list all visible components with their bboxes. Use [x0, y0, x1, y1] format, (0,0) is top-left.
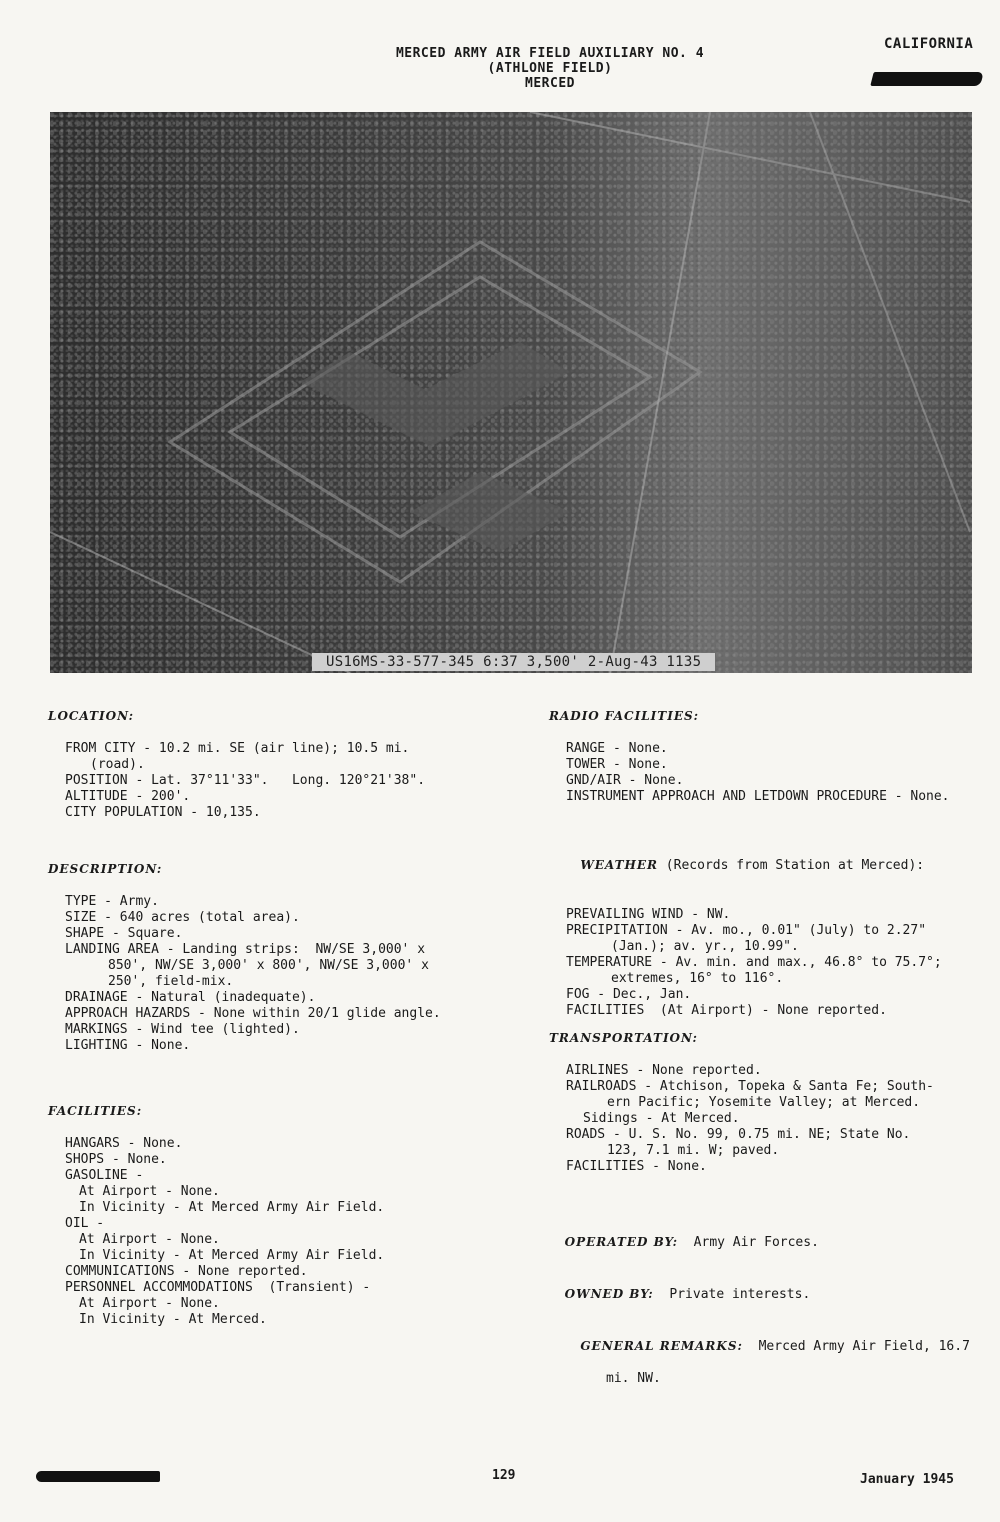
description-line: LIGHTING - None.	[65, 1038, 191, 1053]
state-label: CALIFORNIA	[884, 36, 974, 52]
location-line: CITY POPULATION - 10,135.	[65, 805, 261, 820]
location-line: (road).	[90, 757, 145, 772]
radio-line: GND/AIR - None.	[566, 773, 684, 788]
document-date: January 1945	[860, 1472, 954, 1487]
facilities-line: At Airport - None.	[79, 1296, 220, 1311]
transportation-line: FACILITIES - None.	[566, 1159, 707, 1174]
transportation-line: ROADS - U. S. No. 99, 0.75 mi. NE; State No.	[566, 1127, 911, 1142]
location-line: POSITION - Lat. 37°11'33". Long. 120°21'38".	[65, 773, 426, 788]
general-remarks-line: Merced Army Air Field, 16.7	[758, 1339, 970, 1354]
description-line: 850', NW/SE 3,000' x 800', NW/SE 3,000' x	[108, 958, 429, 973]
location-section	[48, 708, 425, 821]
operated-by	[549, 1218, 819, 1251]
general-remarks-heading: GENERAL REMARKS:	[580, 1339, 743, 1353]
facilities-line: In Vicinity - At Merced.	[79, 1312, 267, 1327]
owned-by-value: Private interests.	[669, 1287, 811, 1302]
location-line: ALTITUDE - 200'.	[65, 789, 191, 804]
weather-line: (Jan.); av. yr., 10.99".	[611, 939, 799, 954]
weather-line: PREVAILING WIND - NW.	[566, 907, 731, 922]
operated-by-value: Army Air Forces.	[693, 1235, 819, 1250]
page-number: 129	[492, 1468, 516, 1483]
description-line: SIZE - 640 acres (total area).	[65, 910, 300, 925]
transportation-line: 123, 7.1 mi. W; paved.	[607, 1143, 780, 1158]
facilities-line: PERSONNEL ACCOMMODATIONS (Transient) -	[65, 1280, 371, 1295]
description-section	[48, 861, 441, 1054]
facilities-line: At Airport - None.	[79, 1184, 220, 1199]
weather-subheading: (Records from Station at Merced):	[657, 858, 925, 873]
operated-by-heading: OPERATED BY:	[564, 1235, 679, 1249]
facilities-line: HANGARS - None.	[65, 1136, 183, 1151]
owned-by	[549, 1270, 810, 1303]
description-line: APPROACH HAZARDS - None within 20/1 glide angle.	[65, 1006, 441, 1021]
facilities-line: In Vicinity - At Merced Army Air Field.	[79, 1200, 385, 1215]
transportation-line: RAILROADS - Atchison, Topeka & Santa Fe; South-	[566, 1079, 934, 1094]
photo-caption: US16MS-33-577-345 6:37 3,500' 2-Aug-43 1135	[312, 653, 715, 671]
weather-line: FOG - Dec., Jan.	[566, 987, 692, 1002]
radio-line: RANGE - None.	[566, 741, 668, 756]
general-remarks-line: mi. NW.	[606, 1371, 661, 1386]
location-heading: LOCATION:	[48, 709, 135, 723]
description-line: DRAINAGE - Natural (inadequate).	[65, 990, 316, 1005]
weather-line: TEMPERATURE - Av. min. and max., 46.8° to 75.7°;	[566, 955, 942, 970]
facilities-line: In Vicinity - At Merced Army Air Field.	[79, 1248, 385, 1263]
description-line: SHAPE - Square.	[65, 926, 183, 941]
transportation-line: Sidings - At Merced.	[583, 1111, 740, 1126]
redaction-mark-bottom	[36, 1471, 160, 1482]
facilities-line: SHOPS - None.	[65, 1152, 167, 1167]
facilities-line: At Airport - None.	[79, 1232, 220, 1247]
title-line-2: (ATHLONE FIELD)	[487, 61, 613, 76]
description-line: LANDING AREA - Landing strips: NW/SE 3,000' x	[65, 942, 426, 957]
transportation-line: AIRLINES - None reported.	[566, 1063, 762, 1078]
radio-line: TOWER - None.	[566, 757, 668, 772]
transportation-heading: TRANSPORTATION:	[549, 1031, 698, 1045]
location-line: FROM CITY - 10.2 mi. SE (air line); 10.5 mi.	[65, 741, 410, 756]
general-remarks	[549, 1322, 970, 1387]
redaction-mark	[870, 72, 983, 86]
weather-line: extremes, 16° to 116°.	[611, 971, 784, 986]
radio-heading: RADIO FACILITIES:	[549, 709, 700, 723]
facilities-line: COMMUNICATIONS - None reported.	[65, 1264, 308, 1279]
document-title	[300, 46, 800, 91]
facilities-line: GASOLINE -	[65, 1168, 144, 1183]
weather-heading: WEATHER	[580, 858, 658, 872]
owned-by-heading: OWNED BY:	[564, 1287, 654, 1301]
description-heading: DESCRIPTION:	[48, 862, 163, 876]
transportation-line: ern Pacific; Yosemite Valley; at Merced.	[607, 1095, 921, 1110]
radio-line: INSTRUMENT APPROACH AND LETDOWN PROCEDURE - None.	[566, 789, 950, 804]
title-line-1: MERCED ARMY AIR FIELD AUXILIARY NO. 4	[395, 46, 705, 61]
weather-line: FACILITIES (At Airport) - None reported.	[566, 1003, 887, 1018]
weather-section	[549, 841, 942, 1019]
aerial-photo-graphic	[50, 112, 972, 673]
description-line: 250', field-mix.	[108, 974, 234, 989]
radio-section	[549, 708, 950, 805]
facilities-heading: FACILITIES:	[48, 1104, 143, 1118]
aerial-photo	[50, 112, 972, 673]
description-line: MARKINGS - Wind tee (lighted).	[65, 1022, 300, 1037]
facilities-section	[48, 1103, 384, 1328]
weather-line: PRECIPITATION - Av. mo., 0.01" (July) to 2.27"	[566, 923, 927, 938]
description-line: TYPE - Army.	[65, 894, 159, 909]
facilities-line: OIL -	[65, 1216, 105, 1231]
title-line-3: MERCED	[525, 76, 575, 91]
transportation-section	[549, 1030, 934, 1175]
